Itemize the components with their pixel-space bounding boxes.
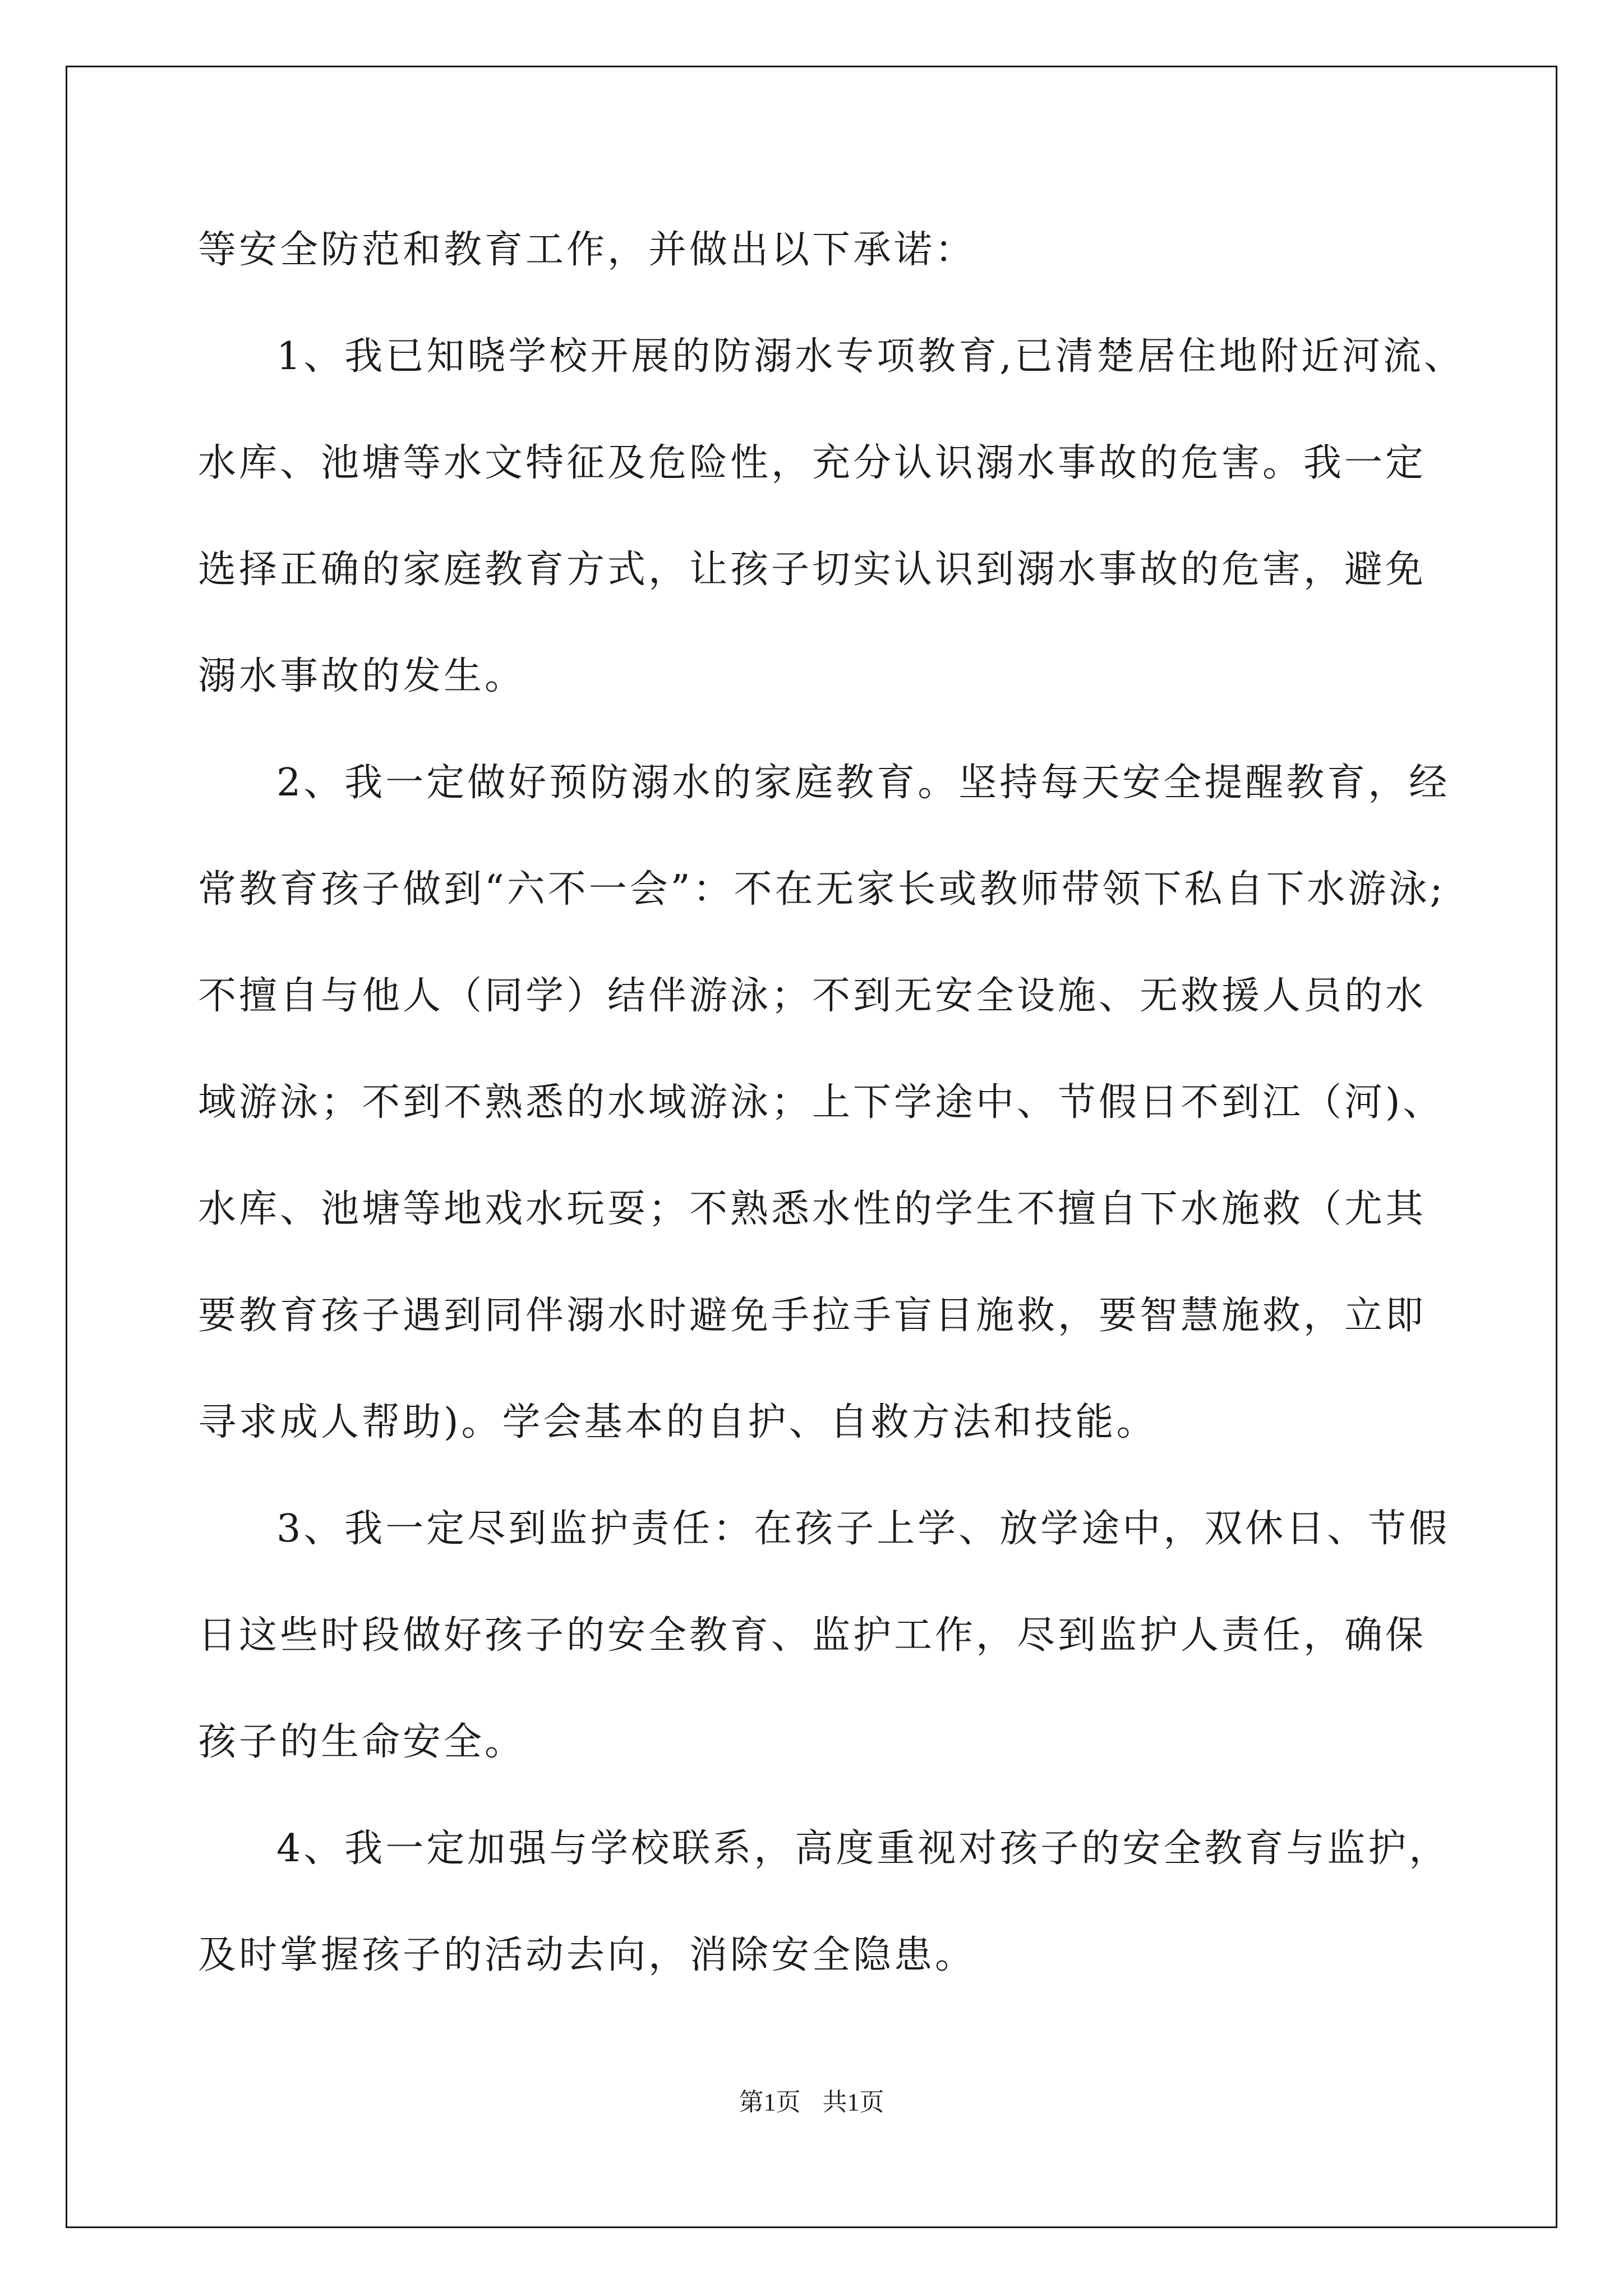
text-line: 寻求成人帮助)。学会基本的自护、自救方法和技能。 xyxy=(198,1400,1158,1444)
text-line: 孩子的生命安全。 xyxy=(198,1720,526,1764)
text-line: 域游泳；不到不熟悉的水域游泳；上下学途中、节假日不到江（河)、 xyxy=(198,1080,1444,1125)
text-line: 日这些时段做好孩子的安全教育、监护工作，尽到监护人责任，确保 xyxy=(198,1613,1427,1658)
text-line: 选择正确的家庭教育方式，让孩子切实认识到溺水事故的危害，避免 xyxy=(198,547,1427,592)
page-number: 第1页 xyxy=(739,2088,801,2116)
paragraph-1-start: 1、我已知晓学校开展的防溺水专项教育,已清楚居住地附近河流、 xyxy=(276,334,1465,379)
paragraph-4-start: 4、我一定加强与学校联系，高度重视对孩子的安全教育与监护， xyxy=(276,1826,1450,1871)
text-line: 溺水事故的发生。 xyxy=(198,654,526,698)
paragraph-3-start: 3、我一定尽到监护责任：在孩子上学、放学途中，双休日、节假 xyxy=(276,1507,1450,1551)
page-footer xyxy=(0,2086,1623,2119)
text-line: 等安全防范和教育工作，并做出以下承诺： xyxy=(198,228,976,272)
text-line: 及时掌握孩子的活动去向，消除安全隐患。 xyxy=(198,1933,976,1977)
paragraph-2-start: 2、我一定做好预防溺水的家庭教育。坚持每天安全提醒教育，经 xyxy=(276,761,1450,805)
page-total: 共1页 xyxy=(822,2088,884,2116)
text-line: 水库、池塘等地戏水玩耍；不熟悉水性的学生不擅自下水施救（尤其 xyxy=(198,1187,1427,1231)
page-border xyxy=(66,66,1557,2228)
text-line: 要教育孩子遇到同伴溺水时避免手拉手盲目施救，要智慧施救，立即 xyxy=(198,1294,1427,1338)
text-line: 常教育孩子做到“六不一会”：不在无家长或教师带领下私自下水游泳; xyxy=(198,867,1446,912)
text-line: 水库、池塘等水文特征及危险性，充分认识溺水事故的危害。我一定 xyxy=(198,441,1427,485)
text-line: 不擅自与他人（同学）结伴游泳；不到无安全设施、无救援人员的水 xyxy=(198,974,1427,1018)
